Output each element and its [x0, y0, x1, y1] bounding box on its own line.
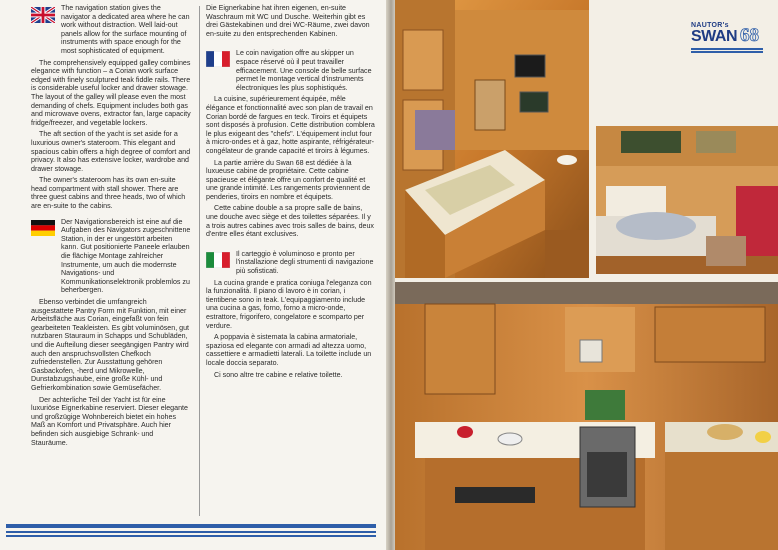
english-section — [31, 4, 191, 211]
german-paragraph: Der Navigationsbereich ist eine auf die Aufgaben des Navigators zugeschnittene Station, in der er ungestört arbeiten kann. Gut positionierte Paneele erlauben die flächige Montage zahlreicher Instrumente, um auch die modernste Navigations- und Kommunikationselektronik problemlos zu beherbergen. — [61, 217, 191, 295]
blue-stripe — [6, 531, 376, 533]
german-paragraph: Ebenso verbindet die umfangreich ausgestattete Pantry Form mit Funktion, mit einer Arbeitsfläche aus Corian, eingefaßt von fein gearbeiteten Teakleisten. Es gibt voluminösen, gut nutzbaren Stauraum in Schapps und Schubläden, und die Aufteilung dieser seegängigen Pantry wird auch den anspruchsvollsten Chefkoch zufriedenstellen. Zur Ausstattung gehören Gasbackofen, -herd und Mikrowelle, Dunstabzugshaube, eine große Kühl- und Gefrierkombination sowie Gemüsefächer. — [31, 298, 190, 392]
navigation-station-photo — [395, 0, 589, 278]
german-flag-icon — [31, 220, 55, 236]
galley-photo — [395, 282, 778, 550]
french-paragraph: La cuisine, supérieurement équipée, mêle élégance et fonctionnalité avec son plan de travail en Corian bordé de fargues en teck. Tiroirs et équipets sont disposés à profusion. Cette distribution comblera le plus exigeant des "chefs". L'équipement inclut four à micro-ondes et à gaz, hotte aspirante, réfrigérateur-congélateur de grande capacité et tiroirs à légumes. — [206, 95, 375, 155]
text-column-right — [206, 4, 376, 382]
french-paragraph: La partie arrière du Swan 68 est dédiée à la luxueuse cabine de propriétaire. Cette cabine spacieuse et élégante offre un confort de qualité et une grande intimité. Les rangements proviennent de penderies, tiroirs en nombre et équipets. — [206, 158, 371, 201]
french-paragraph: Cette cabine double a sa propre salle de bains, une douche avec siège et des toilettes séparées. Il y a trois autres cabines avec trois salles de bains, deux d'entre elles étant exclusives. — [206, 204, 374, 239]
english-paragraph: The aft section of the yacht is set aside for a luxurious owner's stateroom. This elegant and spacious cabin offers a high degree of comfort and privacy. It also has extensive locker, wardrobe and drawer stowage. — [31, 130, 191, 173]
german-section-continued — [206, 4, 376, 38]
english-paragraph: The comprehensively equipped galley combines elegance with function – a Corian work surface edged with finely sculptured teak fiddle rails. There is considerable useful locker and drawer stowage. The layout of the galley will please even the most demanding of chefs. Equipment includes both gas and microwave ovens, extractor fan, large capacity fridge/freezer, and vegetable lockers. — [31, 58, 191, 127]
text-column-left — [31, 4, 191, 450]
french-paragraph: Le coin navigation offre au skipper un espace réservé où il peut travailler efficacement. Une console de belle surface permet le montage vertical d'instruments électroniques les plus sophistiqués. — [236, 49, 372, 92]
logo-brand-name: SWAN — [691, 28, 737, 45]
french-section — [206, 49, 376, 238]
italian-paragraph: La cucina grande e pratica coniuga l'eleganza con la funzionalità. Il piano di lavoro è in corian, i tientibene sono in teak. L'equipaggiamento include una cucina a gas, forno, forno a micro-onde, estrattore, frigorifero, congelatore e scomparto per verdure. — [206, 278, 372, 330]
french-flag-icon — [206, 51, 230, 67]
italian-paragraph: Ci sono altre tre cabine e relative toilette. — [214, 370, 343, 379]
blue-stripe — [6, 524, 376, 528]
blue-stripe — [6, 535, 376, 537]
german-paragraph: Der achterliche Teil der Yacht ist für eine luxuriöse Eignerkabine reserviert. Dieser elegante und großzügige Wohnbereich bietet ein hohes Maß an Komfort und Privatsphäre. Auch hier befinden sich ausgiebige Schrank- und Stauräume. — [31, 395, 188, 447]
german-section — [31, 218, 191, 447]
italian-section — [206, 250, 376, 379]
column-divider — [199, 6, 200, 516]
logo-stripes — [691, 48, 763, 54]
nautor-swan-68-logo — [691, 22, 763, 54]
german-paragraph: Die Eignerkabine hat ihren eigenen, en-suite Waschraum mit WC und Dusche. Weiterhin gibt es drei Gästekabinen und drei WC-Räume, zwei davon en-suite zu den entsprechenden Kabinen. — [206, 4, 370, 38]
logo-model-number: 68 — [740, 25, 759, 46]
logo-brand-top: NAUTOR's — [691, 22, 729, 29]
owner-stateroom-photo — [596, 126, 778, 274]
italian-paragraph: Il carteggio è voluminoso e pronto per l'installazione degli strumenti di navigazione più sofisticati. — [236, 249, 374, 276]
english-paragraph: The owner's stateroom has its own en-suite head compartment with stall shower. There are three guest cabins and three heads, two of which are en-suite to the cabins. — [31, 176, 186, 211]
english-paragraph: The navigation station gives the navigator a dedicated area where he can work without distraction. Well laid-out panels allow for the surface mounting of instruments with space enough for the most sophisticated of equipment. — [61, 4, 190, 55]
italian-flag-icon — [206, 252, 230, 268]
italian-paragraph: A poppavia è sistemata la cabina armatoriale, spaziosa ed elegante con armadi ad altezza uomo, cassettiere e armadietti laterali. La toilette include un locale doccia separato. — [206, 333, 372, 367]
uk-flag-icon — [31, 7, 55, 23]
photo-page — [395, 0, 778, 550]
